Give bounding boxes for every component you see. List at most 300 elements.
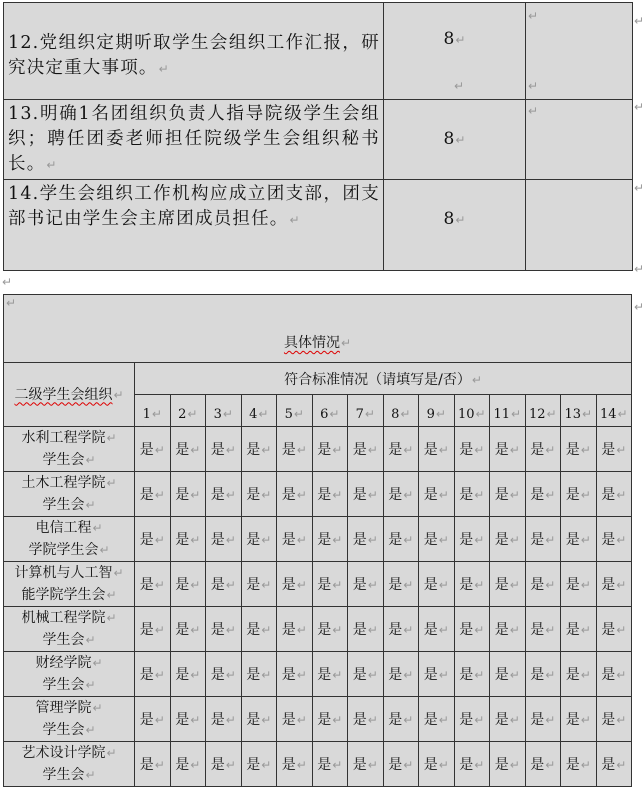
compliance-cell[interactable] [170,427,206,472]
compliance-value: 是 [317,577,332,593]
return-mark: ↵ [296,578,307,592]
compliance-cell[interactable] [383,517,419,562]
return-mark: ↵ [403,668,414,682]
return-mark: ↵ [455,133,466,147]
compliance-cell[interactable] [596,472,632,517]
return-mark: ↵ [92,701,103,715]
compliance-cell[interactable] [525,652,561,697]
return-mark: ↵ [367,758,378,772]
compliance-cell[interactable] [596,562,632,607]
compliance-cell[interactable] [383,427,419,472]
details-title: 具体情况 [283,335,340,351]
return-mark: ↵ [154,443,165,457]
compliance-cell[interactable] [135,562,171,607]
score-cell[interactable] [384,100,526,180]
compliance-value: 是 [139,487,154,503]
return-mark: ↵ [474,533,485,547]
return-mark: ↵ [296,443,307,457]
criteria-number: 11 [493,407,510,422]
compliance-cell[interactable] [490,652,526,697]
compliance-cell[interactable] [490,607,526,652]
compliance-cell[interactable] [277,607,313,652]
compliance-value: 是 [246,577,261,593]
compliance-cell[interactable] [241,517,277,562]
compliance-cell[interactable] [454,742,490,787]
compliance-value: 是 [530,442,545,458]
criteria-number-cell [312,395,348,427]
return-mark: ↵ [261,488,272,502]
compliance-value: 是 [281,622,296,638]
compliance-cell[interactable] [348,607,384,652]
return-mark: ↵ [367,488,378,502]
compliance-cell[interactable] [525,517,561,562]
return-mark: ↵ [528,104,539,118]
return-mark: ↵ [510,407,522,421]
compliance-cell[interactable] [170,697,206,742]
criteria-text: 12.党组织定期听取学生会组织工作汇报，研究决定重大事项。 [8,33,380,78]
return-mark: ↵ [475,407,486,421]
compliance-value: 是 [530,667,545,683]
criteria-number: 14 [599,407,617,422]
return-mark: ↵ [261,533,272,547]
compliance-cell[interactable] [454,607,490,652]
college-name-line: 学生会 [42,767,85,783]
score-value: 8 [443,129,455,149]
compliance-cell[interactable] [241,427,277,472]
compliance-value: 是 [281,487,296,503]
criteria-number: 3 [213,407,222,422]
compliance-value: 是 [423,667,438,683]
college-name-line: 学生会 [42,452,85,468]
compliance-cell[interactable] [312,517,348,562]
compliance-value: 是 [565,577,580,593]
compliance-cell[interactable] [312,742,348,787]
return-mark: ↵ [289,213,301,227]
compliance-value: 是 [494,442,509,458]
compliance-value: 是 [601,712,616,728]
compliance-cell[interactable] [348,472,384,517]
compliance-cell[interactable] [561,607,597,652]
standard-header-cell [135,363,632,395]
return-mark: ↵ [332,488,343,502]
criteria-number-cell [419,395,455,427]
compliance-cell[interactable] [383,742,419,787]
return-mark: ↵ [580,758,591,772]
return-mark: ↵ [261,668,272,682]
return-mark: ↵ [187,407,198,421]
compliance-cell[interactable] [525,472,561,517]
compliance-cell[interactable] [525,427,561,472]
compliance-cell[interactable] [206,607,242,652]
return-mark: ↵ [225,488,236,502]
return-mark: ↵ [113,387,124,402]
compliance-cell[interactable] [419,652,455,697]
compliance-value: 是 [565,667,580,683]
return-mark: ↵ [332,578,343,592]
compliance-value: 是 [281,757,296,773]
compliance-cell[interactable] [348,652,384,697]
compliance-cell[interactable] [312,607,348,652]
compliance-cell[interactable] [419,607,455,652]
status-table [3,294,632,787]
compliance-value: 是 [565,622,580,638]
compliance-cell[interactable] [454,472,490,517]
compliance-value: 是 [423,442,438,458]
return-mark: ↵ [106,431,117,445]
remark-cell[interactable] [526,100,633,180]
criteria-text-cell[interactable] [4,100,384,180]
return-mark: ↵ [545,533,556,547]
return-mark: ↵ [296,533,307,547]
college-name-cell [4,427,135,472]
compliance-value: 是 [530,532,545,548]
compliance-cell[interactable] [170,742,206,787]
compliance-cell[interactable] [312,427,348,472]
compliance-cell[interactable] [490,517,526,562]
compliance-cell[interactable] [561,517,597,562]
compliance-cell[interactable] [561,562,597,607]
compliance-cell[interactable] [206,472,242,517]
college-row [4,562,632,607]
compliance-cell[interactable] [561,742,597,787]
return-mark: ↵ [225,758,236,772]
criteria-number-cell [348,395,384,427]
compliance-cell[interactable] [454,652,490,697]
compliance-value: 是 [139,622,154,638]
return-mark: ↵ [85,723,96,737]
compliance-cell[interactable] [170,607,206,652]
criteria-number-cell [490,395,526,427]
compliance-value: 是 [210,757,225,773]
return-mark: ↵ [225,443,236,457]
compliance-value: 是 [175,487,190,503]
college-name-line: 学生会 [42,497,85,513]
compliance-value: 是 [352,757,367,773]
return-mark: ↵ [474,713,485,727]
criteria-number-cell [277,395,313,427]
college-row [4,697,632,742]
compliance-value: 是 [388,532,403,548]
return-mark: ↵ [474,443,485,457]
compliance-cell[interactable] [277,742,313,787]
college-name-cell [4,652,135,697]
compliance-cell[interactable] [596,697,632,742]
return-mark: ↵ [261,758,272,772]
return-mark: ↵ [435,407,446,421]
compliance-value: 是 [423,757,438,773]
return-mark: ↵ [616,488,627,502]
remark-cell[interactable] [526,3,633,100]
return-mark: ↵ [580,713,591,727]
compliance-value: 是 [423,577,438,593]
compliance-cell[interactable] [170,517,206,562]
compliance-value: 是 [423,532,438,548]
compliance-value: 是 [601,622,616,638]
compliance-value: 是 [530,757,545,773]
compliance-value: 是 [352,667,367,683]
compliance-value: 是 [175,622,190,638]
compliance-cell[interactable] [135,472,171,517]
compliance-value: 是 [565,442,580,458]
compliance-cell[interactable] [135,517,171,562]
return-mark: ↵ [545,668,556,682]
compliance-value: 是 [281,442,296,458]
compliance-value: 是 [459,622,474,638]
compliance-value: 是 [352,532,367,548]
compliance-cell[interactable] [348,742,384,787]
criteria-number: 7 [355,407,364,422]
compliance-value: 是 [246,667,261,683]
compliance-cell[interactable] [561,427,597,472]
return-mark: ↵ [190,533,201,547]
compliance-cell[interactable] [596,427,632,472]
return-mark: ↵ [190,713,201,727]
criteria-number: 1 [142,407,151,422]
college-name-cell [4,562,135,607]
college-name-line: 土木工程学院 [21,475,106,491]
compliance-cell[interactable] [277,427,313,472]
return-mark: ↵ [509,533,520,547]
return-mark: ↵ [438,533,449,547]
return-mark: ↵ [545,758,556,772]
return-mark: ↵ [332,713,343,727]
criteria-row [4,180,633,271]
compliance-cell[interactable] [419,472,455,517]
compliance-cell[interactable] [312,472,348,517]
compliance-value: 是 [210,487,225,503]
compliance-cell[interactable] [170,562,206,607]
return-mark: ↵ [403,758,414,772]
details-title-cell [4,295,632,363]
return-mark: ↵ [616,758,627,772]
compliance-cell[interactable] [170,652,206,697]
criteria-text-cell[interactable] [4,3,384,100]
compliance-cell[interactable] [277,652,313,697]
compliance-value: 是 [459,712,474,728]
return-mark: ↵ [455,213,466,227]
compliance-cell[interactable] [312,562,348,607]
compliance-cell[interactable] [383,562,419,607]
compliance-value: 是 [246,487,261,503]
compliance-cell[interactable] [241,607,277,652]
compliance-cell[interactable] [561,472,597,517]
compliance-value: 是 [246,622,261,638]
compliance-cell[interactable] [241,742,277,787]
criteria-number-cell [170,395,206,427]
compliance-value: 是 [352,442,367,458]
compliance-value: 是 [388,667,403,683]
return-mark: ↵ [106,588,117,602]
compliance-cell[interactable] [454,517,490,562]
compliance-cell[interactable] [596,607,632,652]
compliance-value: 是 [175,757,190,773]
compliance-value: 是 [139,712,154,728]
return-mark: ↵ [190,623,201,637]
compliance-cell[interactable] [206,517,242,562]
return-mark: ↵ [438,443,449,457]
compliance-cell[interactable] [241,472,277,517]
college-row [4,472,632,517]
compliance-cell[interactable] [419,742,455,787]
return-mark: ↵ [634,262,644,276]
compliance-value: 是 [281,532,296,548]
compliance-value: 是 [281,667,296,683]
return-mark: ↵ [85,678,96,692]
compliance-cell[interactable] [277,517,313,562]
return-mark: ↵ [106,611,117,625]
compliance-cell[interactable] [206,652,242,697]
compliance-cell[interactable] [561,697,597,742]
return-mark: ↵ [222,407,233,421]
return-mark: ↵ [154,533,165,547]
return-mark: ↵ [471,372,482,387]
compliance-value: 是 [317,532,332,548]
return-mark: ↵ [154,758,165,772]
compliance-value: 是 [175,577,190,593]
compliance-cell[interactable] [135,742,171,787]
compliance-value: 是 [530,487,545,503]
compliance-cell[interactable] [454,427,490,472]
return-mark: ↵ [367,533,378,547]
return-mark: ↵ [580,578,591,592]
compliance-cell[interactable] [596,517,632,562]
return-mark: ↵ [455,33,466,47]
compliance-cell[interactable] [383,607,419,652]
college-name-line: 学院学生会 [28,542,99,558]
score-cell[interactable] [384,180,526,271]
criteria-number: 5 [284,407,293,422]
compliance-value: 是 [459,667,474,683]
return-mark: ↵ [151,407,162,421]
score-cell[interactable] [384,3,526,100]
criteria-number: 6 [320,407,329,422]
compliance-cell[interactable] [277,562,313,607]
return-mark: ↵ [580,533,591,547]
compliance-cell[interactable] [490,562,526,607]
compliance-cell[interactable] [490,427,526,472]
return-mark: ↵ [296,758,307,772]
criteria-table [3,2,633,271]
compliance-cell[interactable] [348,427,384,472]
compliance-value: 是 [210,532,225,548]
return-mark: ↵ [154,668,165,682]
compliance-cell[interactable] [383,697,419,742]
compliance-cell[interactable] [170,472,206,517]
compliance-cell[interactable] [525,607,561,652]
return-mark: ↵ [225,668,236,682]
compliance-value: 是 [139,757,154,773]
compliance-cell[interactable] [525,742,561,787]
compliance-cell[interactable] [312,652,348,697]
return-mark: ↵ [261,578,272,592]
compliance-cell[interactable] [490,472,526,517]
compliance-cell[interactable] [525,562,561,607]
compliance-value: 是 [175,532,190,548]
compliance-cell[interactable] [135,652,171,697]
compliance-cell[interactable] [419,562,455,607]
compliance-cell[interactable] [419,427,455,472]
compliance-value: 是 [317,487,332,503]
compliance-cell[interactable] [241,652,277,697]
return-mark: ↵ [6,296,17,310]
return-mark: ↵ [403,713,414,727]
return-mark: ↵ [438,578,449,592]
compliance-cell[interactable] [419,517,455,562]
compliance-cell[interactable] [348,697,384,742]
criteria-row [4,3,633,100]
compliance-value: 是 [139,442,154,458]
compliance-value: 是 [317,442,332,458]
return-mark: ↵ [296,713,307,727]
compliance-cell[interactable] [206,697,242,742]
org-header: 二级学生会组织 [14,386,113,403]
return-mark: ↵ [329,407,340,421]
return-mark: ↵ [367,623,378,637]
compliance-cell[interactable] [596,652,632,697]
compliance-cell[interactable] [525,697,561,742]
compliance-cell[interactable] [419,697,455,742]
return-mark: ↵ [509,668,520,682]
compliance-cell[interactable] [490,742,526,787]
return-mark: ↵ [616,668,627,682]
compliance-cell[interactable] [454,697,490,742]
compliance-cell[interactable] [596,742,632,787]
compliance-value: 是 [601,577,616,593]
compliance-cell[interactable] [348,562,384,607]
criteria-number-cell [561,395,597,427]
compliance-value: 是 [530,622,545,638]
remark-cell[interactable] [526,180,633,271]
compliance-cell[interactable] [206,562,242,607]
criteria-number: 8 [391,407,400,422]
compliance-cell[interactable] [135,607,171,652]
compliance-cell[interactable] [206,742,242,787]
compliance-cell[interactable] [454,562,490,607]
compliance-value: 是 [210,622,225,638]
compliance-cell[interactable] [490,697,526,742]
compliance-cell[interactable] [206,427,242,472]
compliance-value: 是 [494,757,509,773]
compliance-cell[interactable] [241,562,277,607]
compliance-cell[interactable] [312,697,348,742]
college-name-cell [4,472,135,517]
criteria-text: 13.明确1名团组织负责人指导院级学生会组织；聘任团委老师担任院级学生会组织秘书长。 [8,104,380,174]
compliance-cell[interactable] [277,472,313,517]
compliance-value: 是 [139,577,154,593]
compliance-cell[interactable] [561,652,597,697]
compliance-cell[interactable] [383,652,419,697]
return-mark: ↵ [190,578,201,592]
compliance-cell[interactable] [383,472,419,517]
criteria-number-cell [206,395,242,427]
return-mark: ↵ [616,443,627,457]
compliance-cell[interactable] [348,517,384,562]
return-mark: ↵ [403,578,414,592]
criteria-text-cell[interactable] [4,180,384,271]
criteria-number-cell [454,395,490,427]
compliance-cell[interactable] [135,697,171,742]
compliance-value: 是 [423,622,438,638]
compliance-cell[interactable] [135,427,171,472]
return-mark: ↵ [528,79,539,93]
return-mark: ↵ [296,488,307,502]
compliance-value: 是 [565,757,580,773]
college-name-line: 机械工程学院 [21,610,106,626]
compliance-cell[interactable] [241,697,277,742]
compliance-cell[interactable] [277,697,313,742]
compliance-value: 是 [459,757,474,773]
return-mark: ↵ [190,488,201,502]
